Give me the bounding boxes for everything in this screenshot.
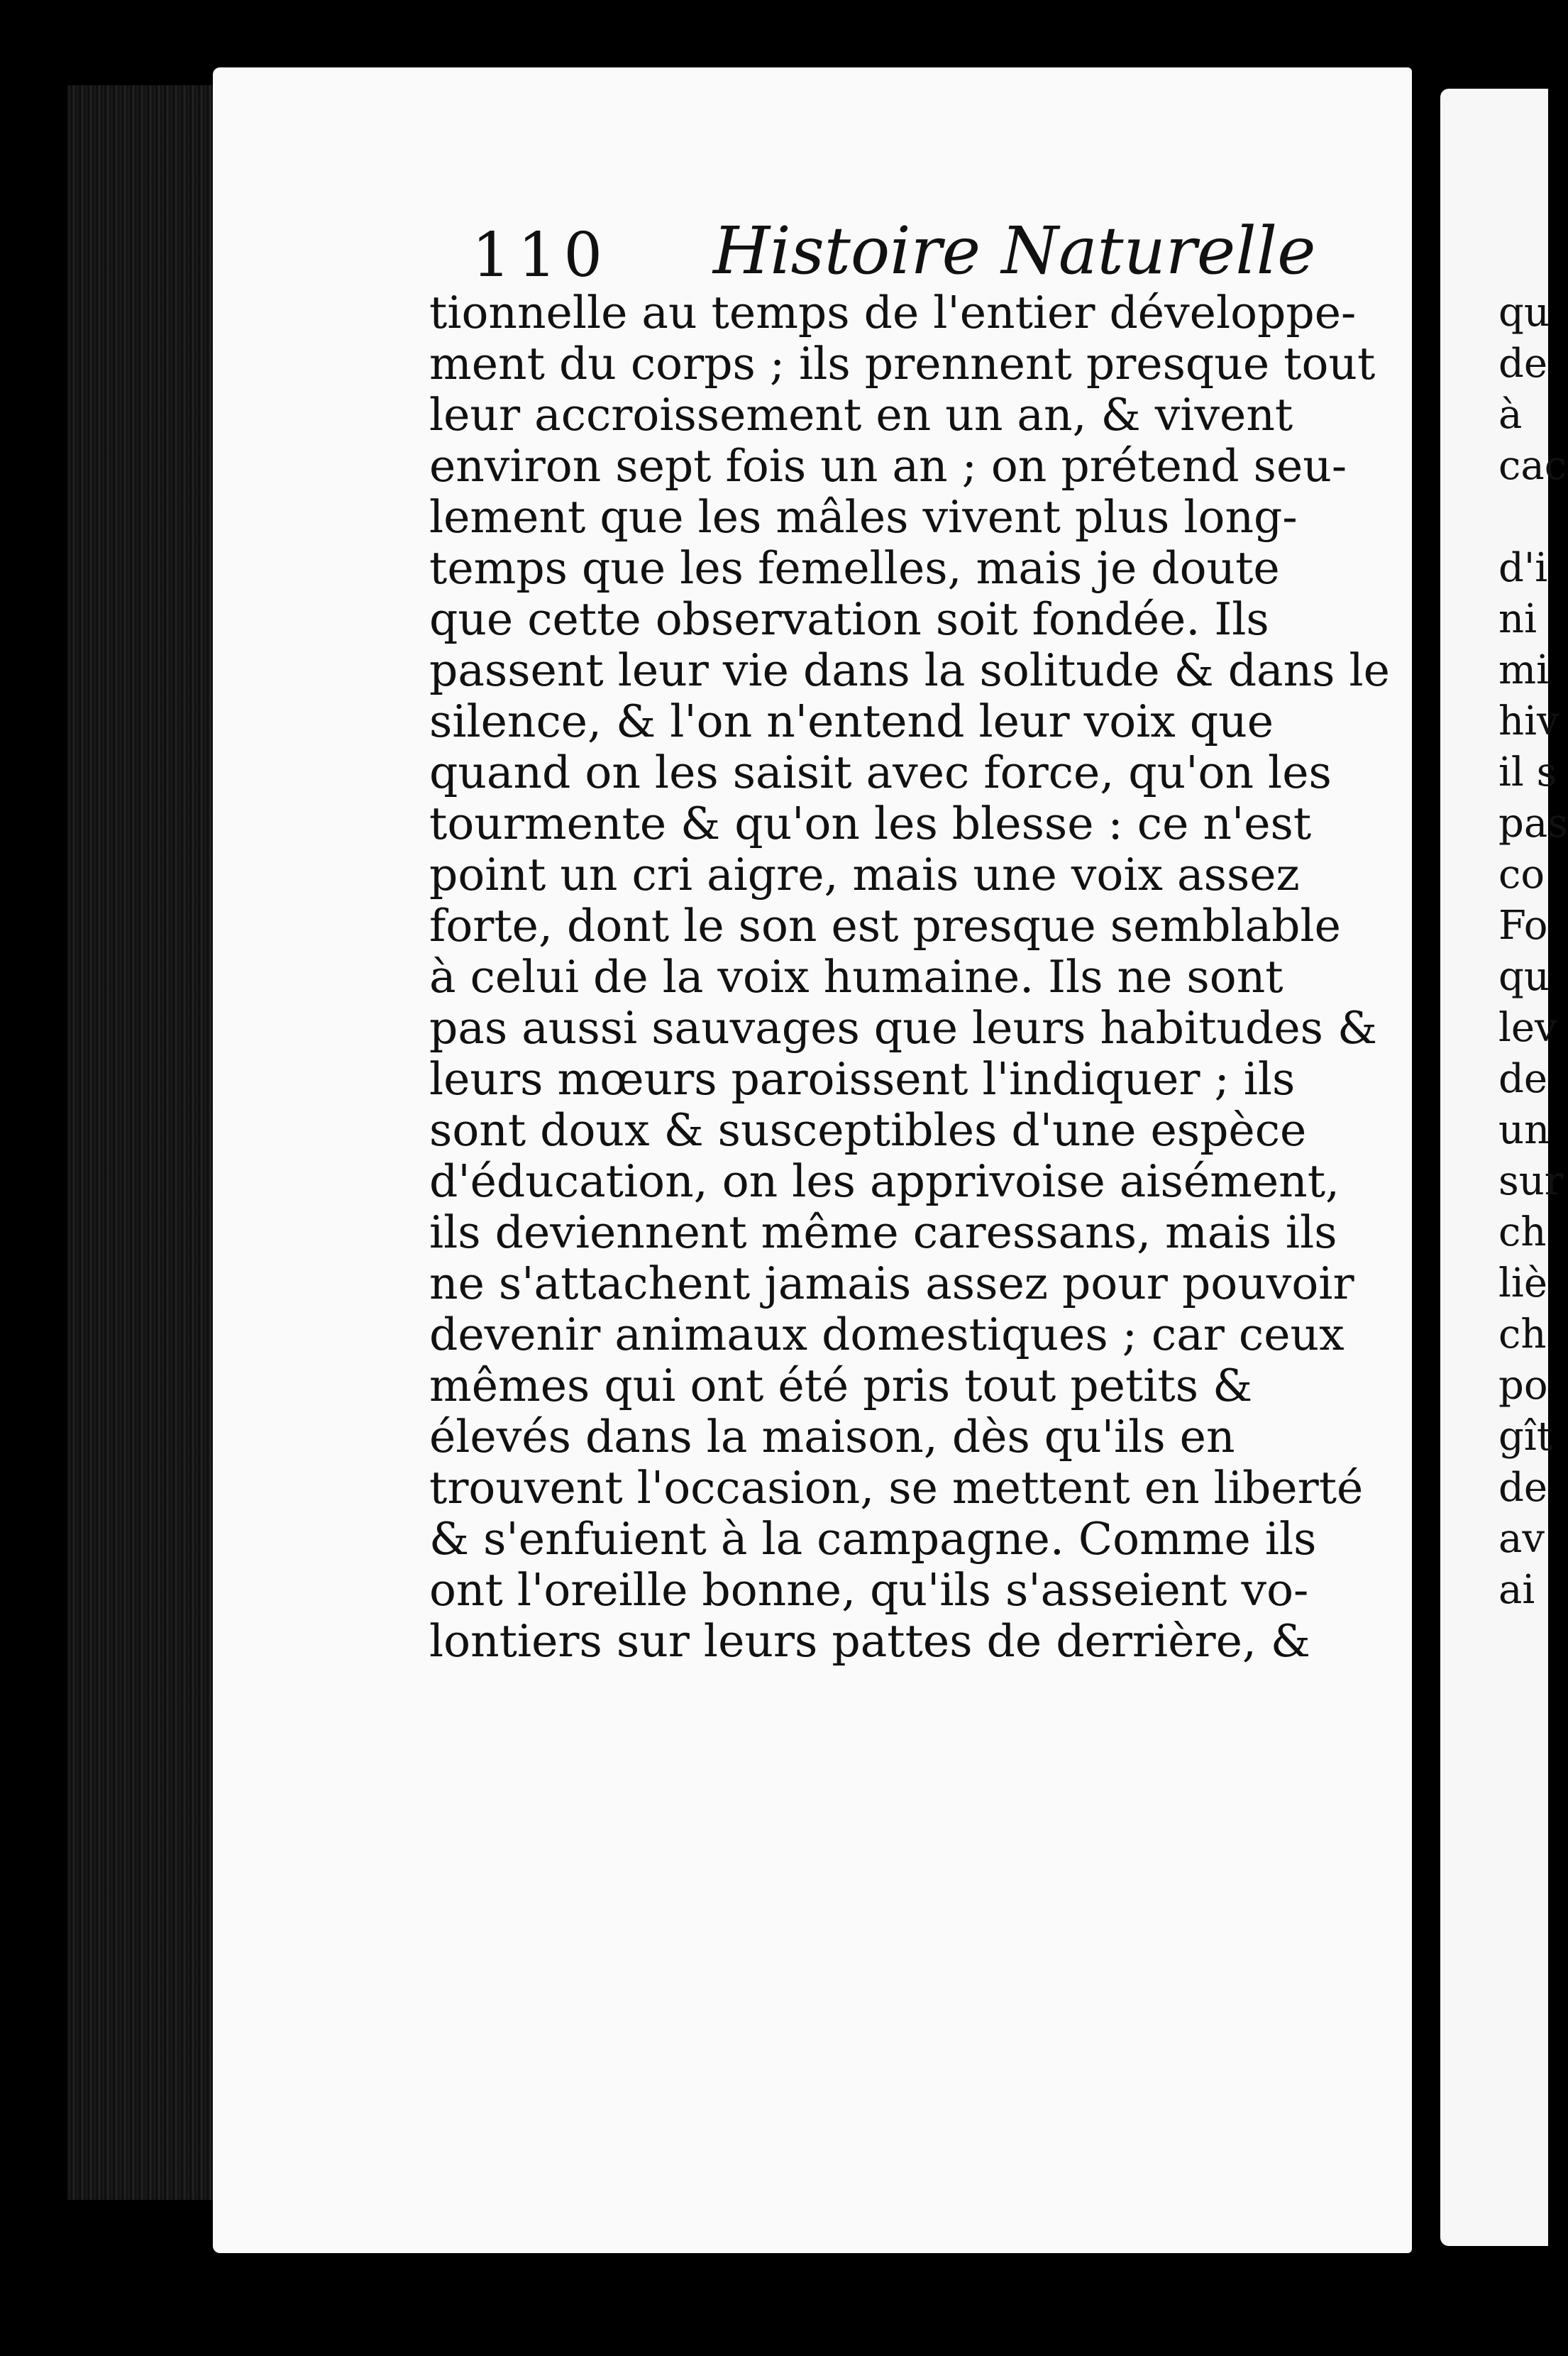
page-number: 110 <box>472 220 610 291</box>
right-page-text-fragment <box>1498 492 1548 543</box>
right-page-text-fragment: co <box>1498 852 1545 898</box>
text-line: devenir animaux domestiques ; car ceux <box>429 1309 1345 1360</box>
right-page-text-fragment: de <box>1498 1056 1547 1102</box>
right-page-fragments <box>1498 287 1568 1616</box>
text-line: élevés dans la maison, dès qu'ils en <box>429 1411 1235 1463</box>
text-line: forte, dont le son est presque semblable <box>429 900 1341 952</box>
text-line: environ sept fois un an ; on prétend seu- <box>429 440 1347 492</box>
right-page-text-fragment: de <box>1498 341 1547 387</box>
right-page-text-fragment: hiv <box>1498 698 1559 744</box>
running-head: Histoire Naturelle <box>713 213 1316 289</box>
text-line: ils deviennent même caressans, mais ils <box>429 1206 1337 1258</box>
right-page-text-fragment: ch <box>1498 1311 1547 1358</box>
right-page-text-fragment: ai <box>1498 1567 1535 1613</box>
right-page-text-fragment: cac <box>1498 443 1567 489</box>
text-line: lement que les mâles vivent plus long- <box>429 491 1298 543</box>
text-line: & s'enfuient à la campagne. Comme ils <box>429 1513 1317 1565</box>
right-page-text-fragment: Fo <box>1498 903 1548 949</box>
right-page-text-fragment: il s <box>1498 749 1557 796</box>
body-text <box>429 287 1390 1667</box>
right-page-text-fragment: de <box>1498 1465 1547 1511</box>
right-page-text-fragment: sur <box>1498 1158 1564 1204</box>
right-page-text-fragment: qu <box>1498 290 1550 336</box>
right-page-text-fragment: ni <box>1498 596 1537 642</box>
book-edge <box>67 85 231 2200</box>
text-line: pas aussi sauvages que leurs habitudes & <box>429 1002 1378 1054</box>
text-line: ne s'attachent jamais assez pour pouvoir <box>429 1257 1354 1309</box>
text-line: quand on les saisit avec force, qu'on les <box>429 747 1332 798</box>
right-page-text-fragment: gît <box>1498 1414 1553 1460</box>
right-page-text-fragment: d'i <box>1498 545 1548 591</box>
text-line: point un cri aigre, mais une voix assez <box>429 849 1300 901</box>
text-line: ont l'oreille bonne, qu'ils s'asseient vo- <box>429 1564 1309 1616</box>
text-line: lontiers sur leurs pattes de derrière, & <box>429 1615 1311 1667</box>
right-page-text-fragment: av <box>1498 1516 1545 1562</box>
right-page-text-fragment: ch <box>1498 1209 1547 1255</box>
right-page-text-fragment: pas <box>1498 800 1568 847</box>
right-page-text-fragment: lev <box>1498 1005 1557 1051</box>
text-line: tionnelle au temps de l'entier développe- <box>429 287 1357 338</box>
text-line: tourmente & qu'on les blesse : ce n'est <box>429 798 1312 849</box>
text-line: temps que les femelles, mais je doute <box>429 542 1280 594</box>
text-line: leur accroissement en un an, & vivent <box>429 389 1293 441</box>
text-line: passent leur vie dans la solitude & dans le <box>429 644 1390 696</box>
text-line: silence, & l'on n'entend leur voix que <box>429 695 1274 747</box>
text-line: d'éducation, on les apprivoise aisément, <box>429 1155 1340 1207</box>
text-line: à celui de la voix humaine. Ils ne sont <box>429 951 1283 1003</box>
text-line: leurs mœurs paroissent l'indiquer ; ils <box>429 1053 1296 1105</box>
right-page-text-fragment: à <box>1498 392 1523 438</box>
right-page-text-fragment: un <box>1498 1107 1550 1153</box>
right-page-text-fragment: liè <box>1498 1260 1547 1306</box>
text-line: sont doux & susceptibles d'une espèce <box>429 1104 1307 1156</box>
right-page-text-fragment: qu <box>1498 954 1550 1000</box>
text-line: que cette observation soit fondée. Ils <box>429 593 1269 645</box>
text-line: trouvent l'occasion, se mettent en liberté <box>429 1462 1364 1514</box>
text-line: ment du corps ; ils prennent presque tout <box>429 338 1376 390</box>
text-line: mêmes qui ont été pris tout petits & <box>429 1360 1253 1411</box>
right-page-text-fragment: mi <box>1498 647 1550 693</box>
right-page-text-fragment: po <box>1498 1363 1548 1409</box>
